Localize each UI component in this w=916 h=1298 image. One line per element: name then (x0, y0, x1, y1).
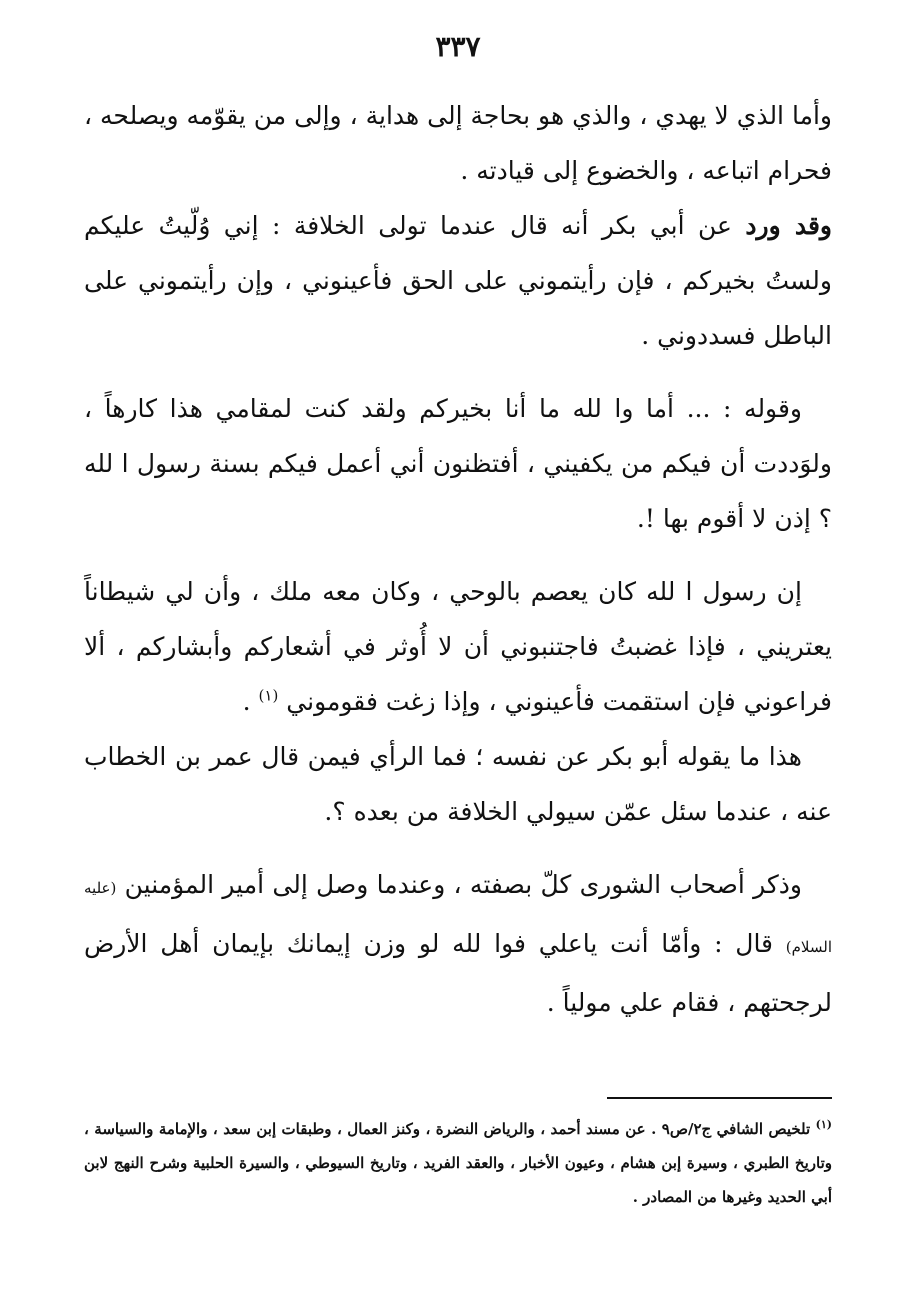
footnote-marker: (١) (815, 1118, 833, 1131)
paragraph-2-text: عن أبي بكر أنه قال عندما تولى الخلافة : إني وُلّيتُ عليكم ولستُ بخيركم ، فإن رأيتموني على الحق فأعينوني ، وإن رأيتموني على الباطل فسددوني . (84, 211, 832, 350)
page-number: ٣٣٧ (435, 30, 481, 63)
paragraph-1 (84, 88, 832, 198)
paragraph-6-text-a: وذكر أصحاب الشورى كلّ بصفته ، وعندما وصل إلى أمير المؤمنين (116, 870, 802, 899)
paragraph-6-text-b: قال : وأمّا أنت ياعلي فوا لله لو وزن إيمانك بإيمان أهل الأرض لرجحتهم ، فقام علي مولياً . (84, 929, 832, 1017)
body-text (84, 88, 832, 1030)
paragraph-6 (84, 857, 832, 1030)
footnote-divider (607, 1097, 832, 1099)
paragraph-4-end: . (242, 687, 259, 716)
paragraph-3 (84, 381, 832, 546)
footnote-reference: (١) (258, 686, 279, 705)
honorific-note: (عليه السلام) (84, 879, 832, 956)
paragraph-3-text: وقوله : ... أما وا لله ما أنا بخيركم ولقد كنت لمقامي هذا كارهاً ، ولوَددت أن فيكم من يكفيني ، أفتظنون أني أعمل فيكم بسنة رسول ا لله ؟ إذن لا أقوم بها !. (84, 394, 832, 533)
paragraph-gap (84, 546, 832, 564)
paragraph-4-text: إن رسول ا لله كان يعصم بالوحي ، وكان معه ملك ، وأن لي شيطاناً يعتريني ، فإذا غضبتُ فاجتنبوني أن لا أُوثر في أشعاركم وأبشاركم ، ألا فراعوني فإن استقمت فأعينوني ، وإذا زغت فقوموني (84, 577, 832, 716)
paragraph-2 (84, 198, 832, 363)
paragraph-5 (84, 729, 832, 839)
paragraph-2-lead: وقد ورد (745, 211, 832, 240)
paragraph-gap (84, 363, 832, 381)
footnote (84, 1112, 832, 1214)
paragraph-4 (84, 564, 832, 729)
paragraph-5-text: هذا ما يقوله أبو بكر عن نفسه ؛ فما الرأي فيمن قال عمر بن الخطاب عنه ، عندما سئل عمّن سيولي الخلافة من بعده ؟. (84, 742, 832, 826)
footnote-text: تلخيص الشافي ج٢/ص٩ . عن مسند أحمد ، والرياض النضرة ، وكنز العمال ، وطبقات إبن سعد ، والإمامة والسياسة ، وتاريخ الطبري ، وسيرة إبن هشام ، وعيون الأخبار ، والعقد الفريد ، وتاريخ السيوطي ، والسيرة الحلبية وشرح النهج لابن أبي الحديد وغيرها من المصادر . (84, 1120, 832, 1206)
paragraph-gap (84, 839, 832, 857)
paragraph-1-text: وأما الذي لا يهدي ، والذي هو بحاجة إلى هداية ، وإلى من يقوّمه ويصلحه ، فحرام اتباعه ، والخضوع إلى قيادته . (84, 101, 832, 185)
